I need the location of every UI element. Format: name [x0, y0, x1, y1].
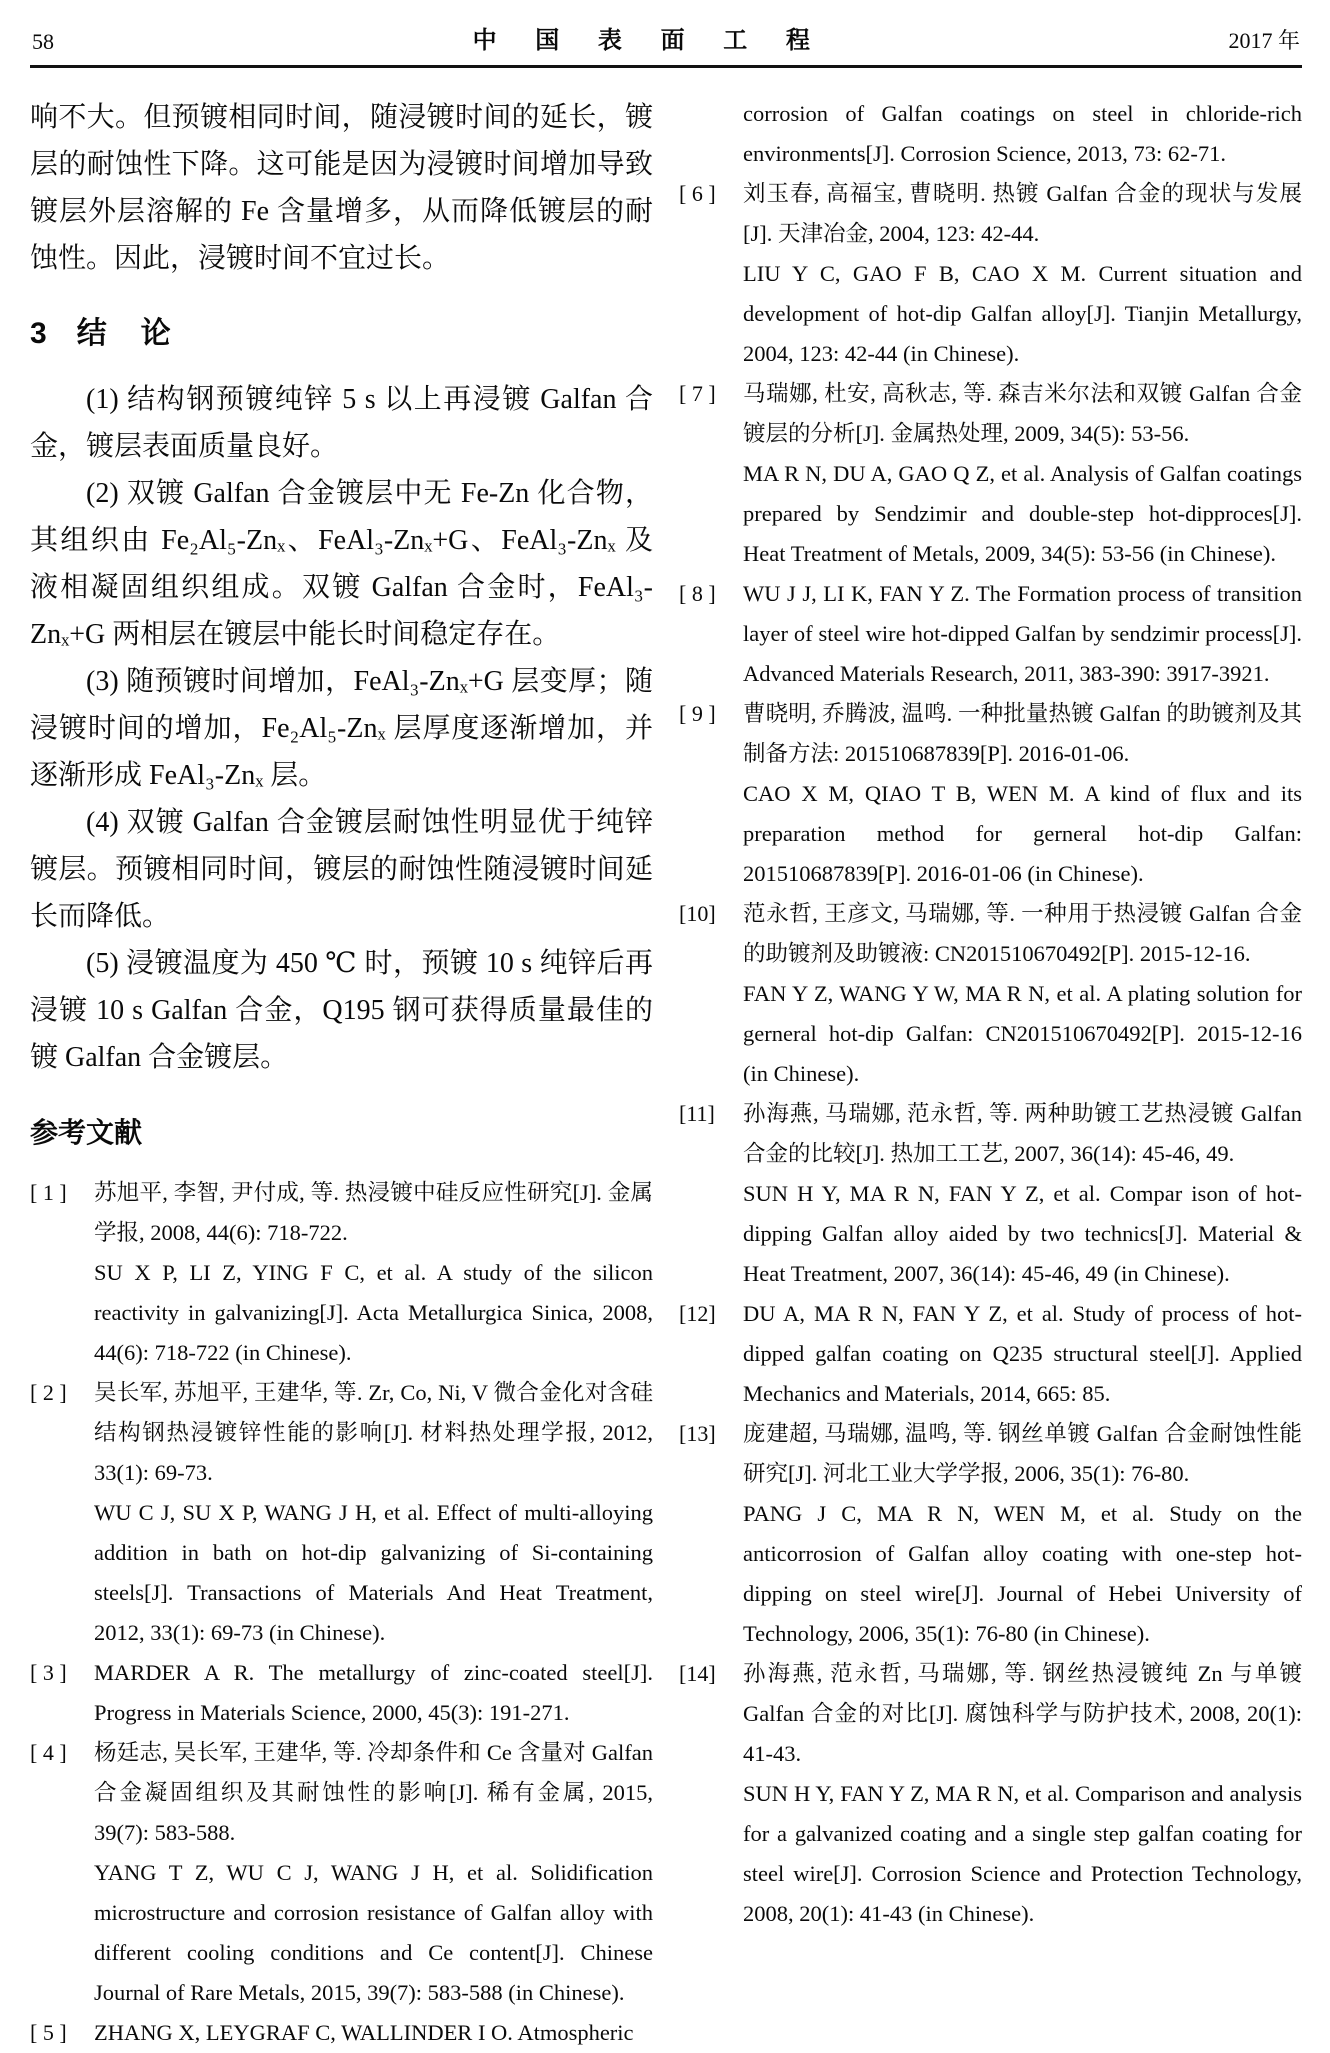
reference-text: CAO X M, QIAO T B, WEN M. A kind of flux and its preparation method for gerneral hot-dip Galfan: 201510687839[P]. 2016-01-06 (in Chinese). [743, 781, 1302, 886]
reference-item [679, 574, 1302, 694]
reference-item [30, 1733, 653, 2013]
reference-number: [ 8 ] [679, 581, 716, 606]
reference-body [94, 1373, 653, 1653]
reference-body [743, 174, 1302, 374]
reference-item [679, 1294, 1302, 1414]
reference-item [679, 94, 1302, 174]
reference-text: 马瑞娜, 杜安, 高秋志, 等. 森吉米尔法和双镀 Galfan 合金镀层的分析[J]. 金属热处理, 2009, 34(5): 53-56. [743, 381, 1302, 446]
reference-text: 曹晓明, 乔腾波, 温鸣. 一种批量热镀 Galfan 的助镀剂及其制备方法: 201510687839[P]. 2016-01-06. [743, 701, 1302, 766]
section-number: 3 [30, 317, 47, 350]
reference-text: 庞建超, 马瑞娜, 温鸣, 等. 钢丝单镀 Galfan 合金耐蚀性能研究[J]. 河北工业大学学报, 2006, 35(1): 76-80. [743, 1421, 1302, 1486]
reference-number: [ 9 ] [679, 701, 716, 726]
reference-item [679, 1094, 1302, 1294]
reference-number: [11] [679, 1101, 715, 1126]
reference-text: SUN H Y, FAN Y Z, MA R N, et al. Comparison and analysis for a galvanized coating and a single step galfan coating for steel wire[J]. Corrosion Science and Protection Technology, 2008, 20(1): 41-43 (in Chinese). [743, 1781, 1302, 1926]
reference-item [30, 2013, 653, 2053]
reference-text: 刘玉春, 高福宝, 曹晓明. 热镀 Galfan 合金的现状与发展[J]. 天津冶金, 2004, 123: 42-44. [743, 181, 1302, 246]
reference-item [30, 1373, 653, 1653]
reference-text: WU J J, LI K, FAN Y Z. The Formation process of transition layer of steel wire hot-dipped Galfan by sendzimir process[J]. Advanced Materials Research, 2011, 383-390: 3917-3921. [743, 581, 1302, 686]
reference-number: [13] [679, 1421, 716, 1446]
reference-body [94, 1733, 653, 2013]
right-column [679, 94, 1302, 2053]
reference-body [743, 94, 1302, 174]
reference-body [743, 574, 1302, 694]
conclusion-paragraph: (5) 浸镀温度为 450 ℃ 时，预镀 10 s 纯锌后再浸镀 10 s Galfan 合金，Q195 钢可获得质量最佳的镀 Galfan 合金镀层。 [30, 948, 653, 1073]
reference-number [679, 94, 743, 174]
reference-text: 苏旭平, 李智, 尹付成, 等. 热浸镀中硅反应性研究[J]. 金属学报, 2008, 44(6): 718-722. [94, 1180, 653, 1245]
conclusion-paragraph: (4) 双镀 Galfan 合金镀层耐蚀性明显优于纯锌镀层。预镀相同时间，镀层的耐蚀性随浸镀时间延长而降低。 [30, 807, 653, 932]
section-heading-conclusions [30, 308, 653, 352]
reference-text: LIU Y C, GAO F B, CAO X M. Current situation and development of hot-dip Galfan alloy[J]. Tianjin Metallurgy, 2004, 123: 42-44 (in Chinese). [743, 261, 1302, 366]
reference-item [679, 1654, 1302, 1934]
reference-item [679, 1414, 1302, 1654]
reference-body [94, 2013, 653, 2053]
journal-title: 中 国 表 面 工 程 [472, 27, 826, 54]
reference-text: 杨廷志, 吴长军, 王建华, 等. 冷却条件和 Ce 含量对 Galfan 合金凝固组织及其耐蚀性的影响[J]. 稀有金属, 2015, 39(7): 583-588. [94, 1740, 653, 1845]
reference-text: MARDER A R. The metallurgy of zinc-coated steel[J]. Progress in Materials Science, 2000, 45(3): 191-271. [94, 1660, 653, 1725]
reference-number: [ 7 ] [679, 381, 716, 406]
page-number: 58 [32, 29, 54, 54]
reference-text: ZHANG X, LEYGRAF C, WALLINDER I O. Atmospheric [94, 2020, 634, 2045]
reference-number: [10] [679, 901, 716, 926]
body-paragraph: 响不大。但预镀相同时间，随浸镀时间的延长，镀层的耐蚀性下降。这可能是因为浸镀时间增加导致镀层外层溶解的 Fe 含量增多，从而降低镀层的耐蚀性。因此，浸镀时间不宜过长。 [30, 102, 653, 274]
conclusion-paragraph: (2) 双镀 Galfan 合金镀层中无 Fe-Zn 化合物，其组织由 Fe₂Al₅-Znₓ、FeAl₃-Znₓ+G、FeAl₃-Znₓ 及液相凝固组织组成。双镀 Galfan 合金时，FeAl₃-Znₓ+G 两相层在镀层中能长时间稳定存在。 [30, 478, 653, 650]
reference-number: [ 2 ] [30, 1380, 67, 1405]
reference-body [743, 694, 1302, 894]
conclusion-paragraph: (1) 结构钢预镀纯锌 5 s 以上再浸镀 Galfan 合金，镀层表面质量良好。 [30, 384, 653, 462]
reference-number: [12] [679, 1301, 716, 1326]
reference-text: 孙海燕, 马瑞娜, 范永哲, 等. 两种助镀工艺热浸镀 Galfan 合金的比较[J]. 热加工工艺, 2007, 36(14): 45-46, 49. [743, 1101, 1302, 1166]
reference-body [743, 1414, 1302, 1654]
reference-text: DU A, MA R N, FAN Y Z, et al. Study of process of hot-dipped galfan coating on Q235 structural steel[J]. Applied Mechanics and Materials, 2014, 665: 85. [743, 1301, 1302, 1406]
reference-body [743, 1094, 1302, 1294]
reference-item [679, 374, 1302, 574]
reference-text: SUN H Y, MA R N, FAN Y Z, et al. Compar ison of hot-dipping Galfan alloy aided by two technics[J]. Material & Heat Treatment, 2007, 36(14): 45-46, 49 (in Chinese). [743, 1181, 1302, 1286]
conclusions-list [30, 376, 653, 1081]
reference-number: [ 3 ] [30, 1660, 67, 1685]
publication-year: 2017 年 [1228, 28, 1300, 53]
reference-text: 范永哲, 王彦文, 马瑞娜, 等. 一种用于热浸镀 Galfan 合金的助镀剂及助镀液: CN201510670492[P]. 2015-12-16. [743, 901, 1302, 966]
references-heading: 参考文献 [30, 1117, 143, 1148]
reference-text: PANG J C, MA R N, WEN M, et al. Study on the anticorrosion of Galfan alloy coating with one-step hot-dipping on steel wire[J]. Journal of Hebei University of Technology, 2006, 35(1): 76-80 (in Chinese). [743, 1501, 1302, 1646]
reference-item [30, 1653, 653, 1733]
reference-body [743, 1294, 1302, 1414]
reference-item [30, 1173, 653, 1373]
reference-text: SU X P, LI Z, YING F C, et al. A study of the silicon reactivity in galvanizing[J]. Acta Metallurgica Sinica, 2008, 44(6): 718-722 (in Chinese). [94, 1260, 653, 1365]
reference-text: WU C J, SU X P, WANG J H, et al. Effect of multi-alloying addition in bath on hot-dip galvanizing of Si-containing steels[J]. Transactions of Materials And Heat Treatment, 2012, 33(1): 69-73 (in Chinese). [94, 1500, 653, 1645]
reference-item [679, 694, 1302, 894]
reference-body [743, 374, 1302, 574]
references-right [679, 94, 1302, 1934]
reference-text: YANG T Z, WU C J, WANG J H, et al. Solidification microstructure and corrosion resistance of Galfan alloy with different cooling conditions and Ce content[J]. Chinese Journal of Rare Metals, 2015, 39(7): 583-588 (in Chinese). [94, 1860, 653, 2005]
reference-body [94, 1173, 653, 1373]
reference-body [743, 1654, 1302, 1934]
reference-item [679, 894, 1302, 1094]
left-column [30, 94, 653, 2053]
reference-text: 吴长军, 苏旭平, 王建华, 等. Zr, Co, Ni, V 微合金化对含硅结构钢热浸镀锌性能的影响[J]. 材料热处理学报, 2012, 33(1): 69-73. [94, 1380, 653, 1485]
running-head [30, 14, 1302, 68]
reference-item [679, 174, 1302, 374]
section-title: 结 论 [76, 317, 173, 350]
reference-number: [ 6 ] [679, 181, 716, 206]
references-left [30, 1173, 653, 2053]
reference-body [743, 894, 1302, 1094]
reference-text: MA R N, DU A, GAO Q Z, et al. Analysis of Galfan coatings prepared by Sendzimir and double-step hot-dipproces[J]. Heat Treatment of Metals, 2009, 34(5): 53-56 (in Chinese). [743, 461, 1302, 566]
reference-number: [14] [679, 1661, 716, 1686]
conclusion-paragraph: (3) 随预镀时间增加，FeAl₃-Znₓ+G 层变厚；随浸镀时间的增加，Fe₂Al₅-Znₓ 层厚度逐渐增加，并逐渐形成 FeAl₃-Znₓ 层。 [30, 666, 653, 791]
reference-text: FAN Y Z, WANG Y W, MA R N, et al. A plating solution for gerneral hot-dip Galfan: CN201510670492[P]. 2015-12-16 (in Chinese). [743, 981, 1302, 1086]
two-column-layout [30, 68, 1302, 2053]
reference-text: corrosion of Galfan coatings on steel in chloride-rich environments[J]. Corrosion Science, 2013, 73: 62-71. [743, 101, 1302, 166]
reference-text: 孙海燕, 范永哲, 马瑞娜, 等. 钢丝热浸镀纯 Zn 与单镀 Galfan 合金的对比[J]. 腐蚀科学与防护技术, 2008, 20(1): 41-43. [743, 1661, 1302, 1766]
reference-body [94, 1653, 653, 1733]
reference-number: [ 1 ] [30, 1180, 67, 1205]
reference-number: [ 5 ] [30, 2020, 67, 2045]
reference-number: [ 4 ] [30, 1740, 67, 1765]
